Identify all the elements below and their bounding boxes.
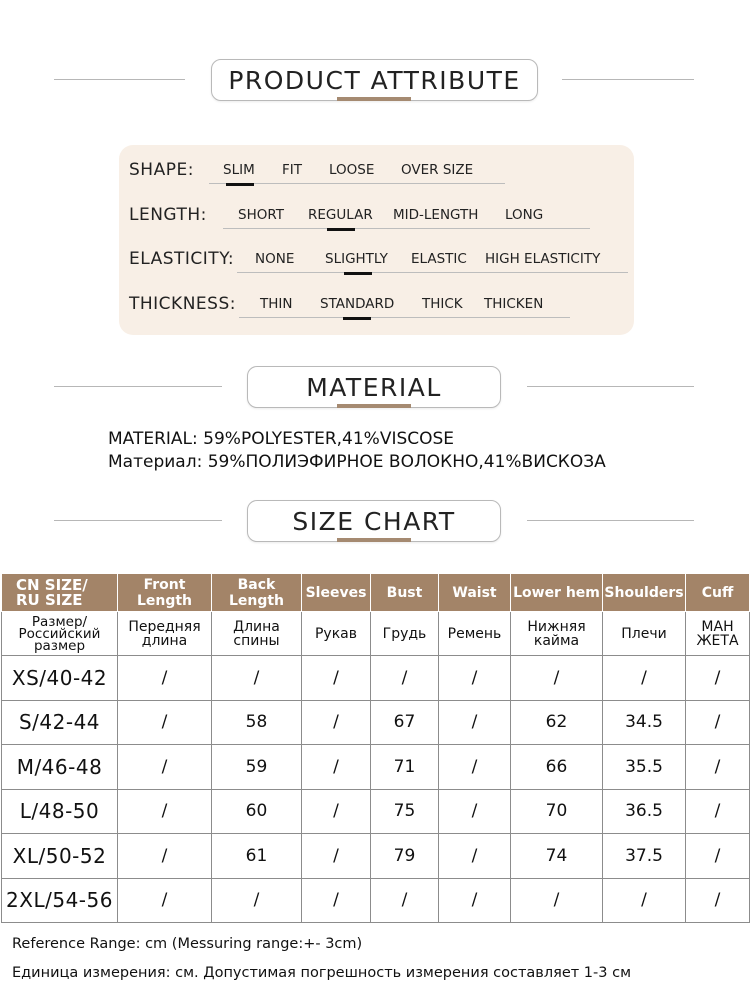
- ru-header-cell: Ремень: [439, 612, 511, 656]
- size-cell: XS/40-42: [2, 656, 118, 701]
- table-row: [2, 700, 750, 745]
- table-cell: /: [302, 745, 371, 790]
- table-cell: /: [118, 789, 212, 834]
- attr-option: SHORT: [238, 207, 284, 223]
- table-cell: 71: [371, 745, 439, 790]
- table-cell: /: [686, 656, 750, 701]
- selected-marker: [344, 272, 372, 275]
- table-cell: /: [371, 878, 439, 923]
- table-cell: /: [302, 700, 371, 745]
- table-cell: /: [118, 745, 212, 790]
- attr-label: ELASTICITY:: [129, 249, 235, 269]
- header-cell: Shoulders: [603, 574, 686, 612]
- header-cell: Cuff: [686, 574, 750, 612]
- table-row: [2, 834, 750, 879]
- table-cell: 66: [511, 745, 603, 790]
- ru-header-cell: Размер/ Российский размер: [2, 612, 118, 656]
- reference-note-en: Reference Range: cm (Messuring range:+- 3cm): [12, 936, 363, 952]
- attr-underline: [239, 317, 570, 318]
- attr-option: HIGH ELASTICITY: [485, 251, 601, 267]
- size-cell: M/46-48: [2, 745, 118, 790]
- table-cell: 62: [511, 700, 603, 745]
- table-cell: /: [212, 878, 302, 923]
- size-cell: XL/50-52: [2, 834, 118, 879]
- attr-option: LOOSE: [329, 162, 375, 178]
- table-cell: 75: [371, 789, 439, 834]
- ru-header-cell: Рукав: [302, 612, 371, 656]
- table-row: [2, 656, 750, 701]
- header-row: [2, 574, 750, 612]
- table-cell: /: [118, 656, 212, 701]
- attr-row-length: [129, 199, 624, 233]
- divider-line: [527, 386, 694, 387]
- table-cell: /: [511, 878, 603, 923]
- table-row: [2, 878, 750, 923]
- header-cell: Lower hem: [511, 574, 603, 612]
- table-cell: 34.5: [603, 700, 686, 745]
- selected-marker: [343, 317, 371, 320]
- table-cell: /: [118, 700, 212, 745]
- table-cell: 35.5: [603, 745, 686, 790]
- attr-option: STANDARD: [320, 296, 395, 312]
- attr-option: THIN: [260, 296, 293, 312]
- table-cell: 59: [212, 745, 302, 790]
- table-cell: /: [302, 834, 371, 879]
- attr-label: SHAPE:: [129, 160, 194, 180]
- table-cell: /: [686, 834, 750, 879]
- table-cell: 70: [511, 789, 603, 834]
- section-title: MATERIAL: [247, 366, 501, 408]
- table-cell: 74: [511, 834, 603, 879]
- header-cell: Bust: [371, 574, 439, 612]
- size-cell: 2XL/54-56: [2, 878, 118, 923]
- header-cell: Sleeves: [302, 574, 371, 612]
- table-cell: /: [439, 834, 511, 879]
- selected-marker: [226, 183, 254, 186]
- table-cell: /: [603, 656, 686, 701]
- section-title: SIZE CHART: [247, 500, 501, 542]
- table-cell: /: [686, 789, 750, 834]
- header-cell: CN SIZE/ RU SIZE: [2, 574, 118, 612]
- table-cell: /: [302, 878, 371, 923]
- table-cell: /: [439, 745, 511, 790]
- table-row: [2, 745, 750, 790]
- attr-option: NONE: [255, 251, 295, 267]
- size-chart-table: [1, 573, 750, 923]
- title-accent-bar: [337, 404, 411, 408]
- table-cell: /: [439, 700, 511, 745]
- size-cell: S/42-44: [2, 700, 118, 745]
- section-title: PRODUCT ATTRIBUTE: [211, 59, 538, 101]
- attr-row-thickness: [129, 288, 624, 322]
- table-cell: /: [686, 745, 750, 790]
- attribute-panel: [119, 145, 634, 335]
- attr-option: SLIM: [223, 162, 255, 178]
- attr-option: THICK: [422, 296, 463, 312]
- material-header: [0, 362, 750, 412]
- table-cell: /: [118, 878, 212, 923]
- divider-line: [54, 79, 185, 80]
- attr-option: SLIGHTLY: [325, 251, 388, 267]
- table-cell: /: [686, 700, 750, 745]
- attr-option: ELASTIC: [411, 251, 467, 267]
- table-cell: /: [439, 789, 511, 834]
- table-cell: 79: [371, 834, 439, 879]
- attr-option: OVER SIZE: [401, 162, 474, 178]
- table-cell: /: [212, 656, 302, 701]
- ru-header-cell: МАН ЖЕТА: [686, 612, 750, 656]
- table-cell: 67: [371, 700, 439, 745]
- table-cell: /: [118, 834, 212, 879]
- ru-header-cell: Грудь: [371, 612, 439, 656]
- attr-label: THICKNESS:: [129, 294, 236, 314]
- table-cell: /: [686, 878, 750, 923]
- material-text-ru: Материал: 59%ПОЛИЭФИРНОЕ ВОЛОКНО,41%ВИСКОЗА: [108, 452, 606, 472]
- attr-underline: [237, 272, 628, 273]
- ru-header-cell: Плечи: [603, 612, 686, 656]
- reference-note-ru: Единица измерения: см. Допустимая погрешность измерения составляет 1-3 см: [12, 965, 632, 981]
- header-cell: Front Length: [118, 574, 212, 612]
- table-cell: 61: [212, 834, 302, 879]
- table-cell: /: [439, 878, 511, 923]
- divider-line: [54, 520, 222, 521]
- table-cell: 36.5: [603, 789, 686, 834]
- table-cell: /: [439, 656, 511, 701]
- attr-row-elasticity: [129, 243, 624, 277]
- divider-line: [527, 520, 694, 521]
- title-accent-bar: [337, 538, 411, 542]
- ru-header-cell: Нижняя кайма: [511, 612, 603, 656]
- table-cell: 58: [212, 700, 302, 745]
- table-cell: /: [302, 656, 371, 701]
- attr-option: MID-LENGTH: [393, 207, 479, 223]
- table-row: [2, 789, 750, 834]
- table-cell: /: [603, 878, 686, 923]
- table-cell: 37.5: [603, 834, 686, 879]
- divider-line: [562, 79, 694, 80]
- attr-option: REGULAR: [308, 207, 373, 223]
- header-cell: Waist: [439, 574, 511, 612]
- attr-underline: [223, 228, 590, 229]
- header-cell: Back Length: [212, 574, 302, 612]
- ru-header-cell: Передняя длина: [118, 612, 212, 656]
- table-cell: /: [371, 656, 439, 701]
- attr-label: LENGTH:: [129, 205, 207, 225]
- table-cell: /: [511, 656, 603, 701]
- product-attribute-header: [0, 55, 750, 105]
- material-text-en: MATERIAL: 59%POLYESTER,41%VISCOSE: [108, 429, 455, 449]
- divider-line: [54, 386, 222, 387]
- size-cell: L/48-50: [2, 789, 118, 834]
- table-cell: 60: [212, 789, 302, 834]
- ru-header-cell: Длина спины: [212, 612, 302, 656]
- attr-option: THICKEN: [484, 296, 544, 312]
- ru-header-row: [2, 612, 750, 656]
- size-chart-header: [0, 496, 750, 546]
- attr-row-shape: [129, 154, 624, 188]
- selected-marker: [327, 228, 355, 231]
- table-cell: /: [302, 789, 371, 834]
- attr-option: FIT: [282, 162, 302, 178]
- title-accent-bar: [337, 97, 411, 101]
- attr-option: LONG: [505, 207, 544, 223]
